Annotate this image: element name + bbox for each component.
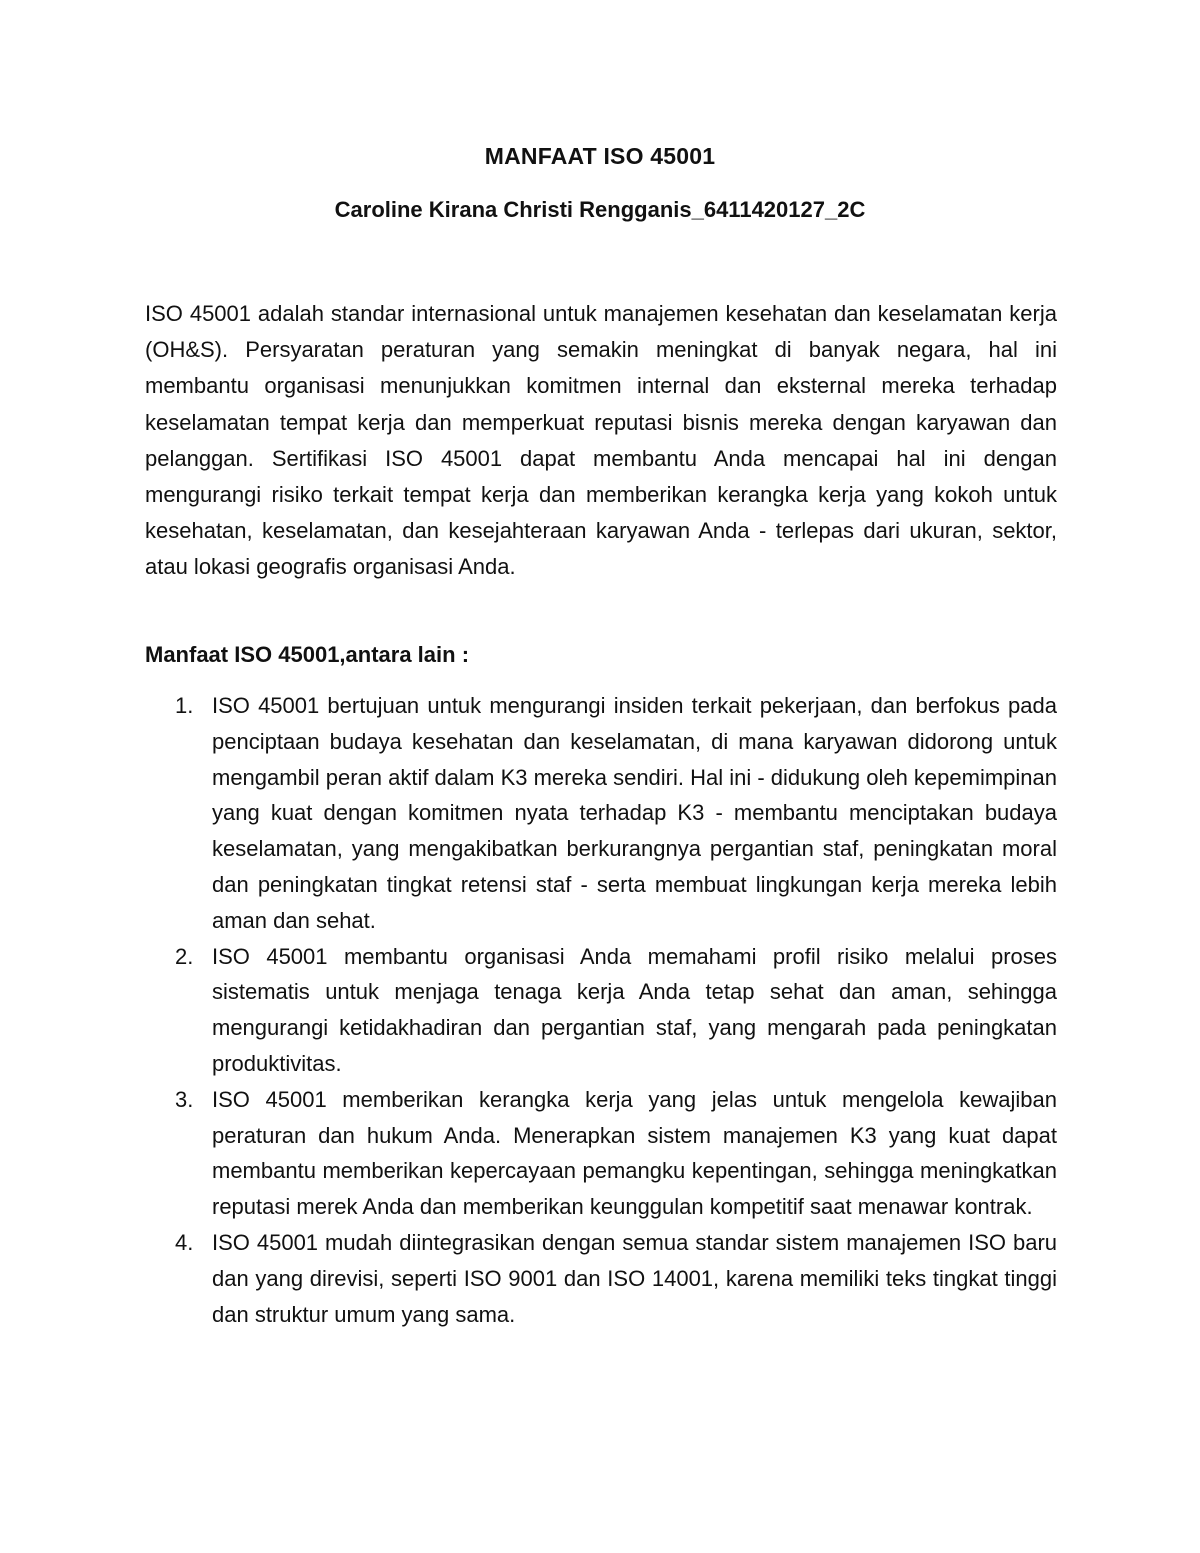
author-line: Caroline Kirana Christi Rengganis_6411420127_2C xyxy=(334,197,866,222)
list-item-number: 1. xyxy=(175,693,194,718)
list-item-number: 2. xyxy=(175,943,194,969)
list-item-number: 3. xyxy=(175,1086,194,1112)
list-item-number: 4. xyxy=(175,1229,194,1255)
intro-paragraph: ISO 45001 adalah standar internasional untuk manajemen kesehatan dan keselamatan kerja (OH&S). Persyaratan peraturan yang semakin meningkat di banyak negara, hal ini membantu organisasi menunjukkan komitmen internal dan eksternal mereka terhadap keselamatan tempat kerja dan memperkuat reputasi bisnis mereka dengan karyawan dan pelanggan. Sertifikasi ISO 45001 dapat membantu Anda mencapai hal ini dengan mengurangi risiko terkait tempat kerja dan memberikan kerangka kerja yang kokoh untuk kesehatan, keselamatan, dan kesejahteraan karyawan Anda - terlepas dari ukuran, sektor, atau lokasi geografis organisasi Anda. xyxy=(145,301,1057,580)
document-title: MANFAAT ISO 45001 xyxy=(484,143,716,169)
list-item xyxy=(145,1225,1057,1332)
benefits-heading: Manfaat ISO 45001,antara lain : xyxy=(145,642,470,667)
list-item-text: ISO 45001 bertujuan untuk mengurangi insiden terkait pekerjaan, dan berfokus pada penciptaan budaya kesehatan dan keselamatan, di mana karyawan didorong untuk mengambil peran aktif dalam K3 mereka sendiri. Hal ini - didukung oleh kepemimpinan yang kuat dengan komitmen nyata terhadap K3 - membantu menciptakan budaya keselamatan, yang mengakibatkan berkurangnya pergantian staf, peningkatan moral dan peningkatan tingkat retensi staf - serta membuat lingkungan kerja mereka lebih aman dan sehat. xyxy=(212,693,1057,933)
benefits-list xyxy=(145,688,1057,1332)
list-item-text: ISO 45001 mudah diintegrasikan dengan semua standar sistem manajemen ISO baru dan yang direvisi, seperti ISO 9001 dan ISO 14001, karena memiliki teks tingkat tinggi dan struktur umum yang sama. xyxy=(212,1229,1057,1327)
list-item-text: ISO 45001 membantu organisasi Anda memahami profil risiko melalui proses sistematis untuk menjaga tenaga kerja Anda tetap sehat dan aman, sehingga mengurangi ketidakhadiran dan pergantian staf, yang mengarah pada peningkatan produktivitas. xyxy=(212,943,1057,1076)
list-item xyxy=(145,939,1057,1082)
list-item xyxy=(145,688,1057,939)
list-item-text: ISO 45001 memberikan kerangka kerja yang jelas untuk mengelola kewajiban peraturan dan hukum Anda. Menerapkan sistem manajemen K3 yang kuat dapat membantu memberikan kepercayaan pemangku kepentingan, sehingga meningkatkan reputasi merek Anda dan memberikan keunggulan kompetitif saat menawar kontrak. xyxy=(212,1086,1057,1220)
list-item xyxy=(145,1082,1057,1225)
